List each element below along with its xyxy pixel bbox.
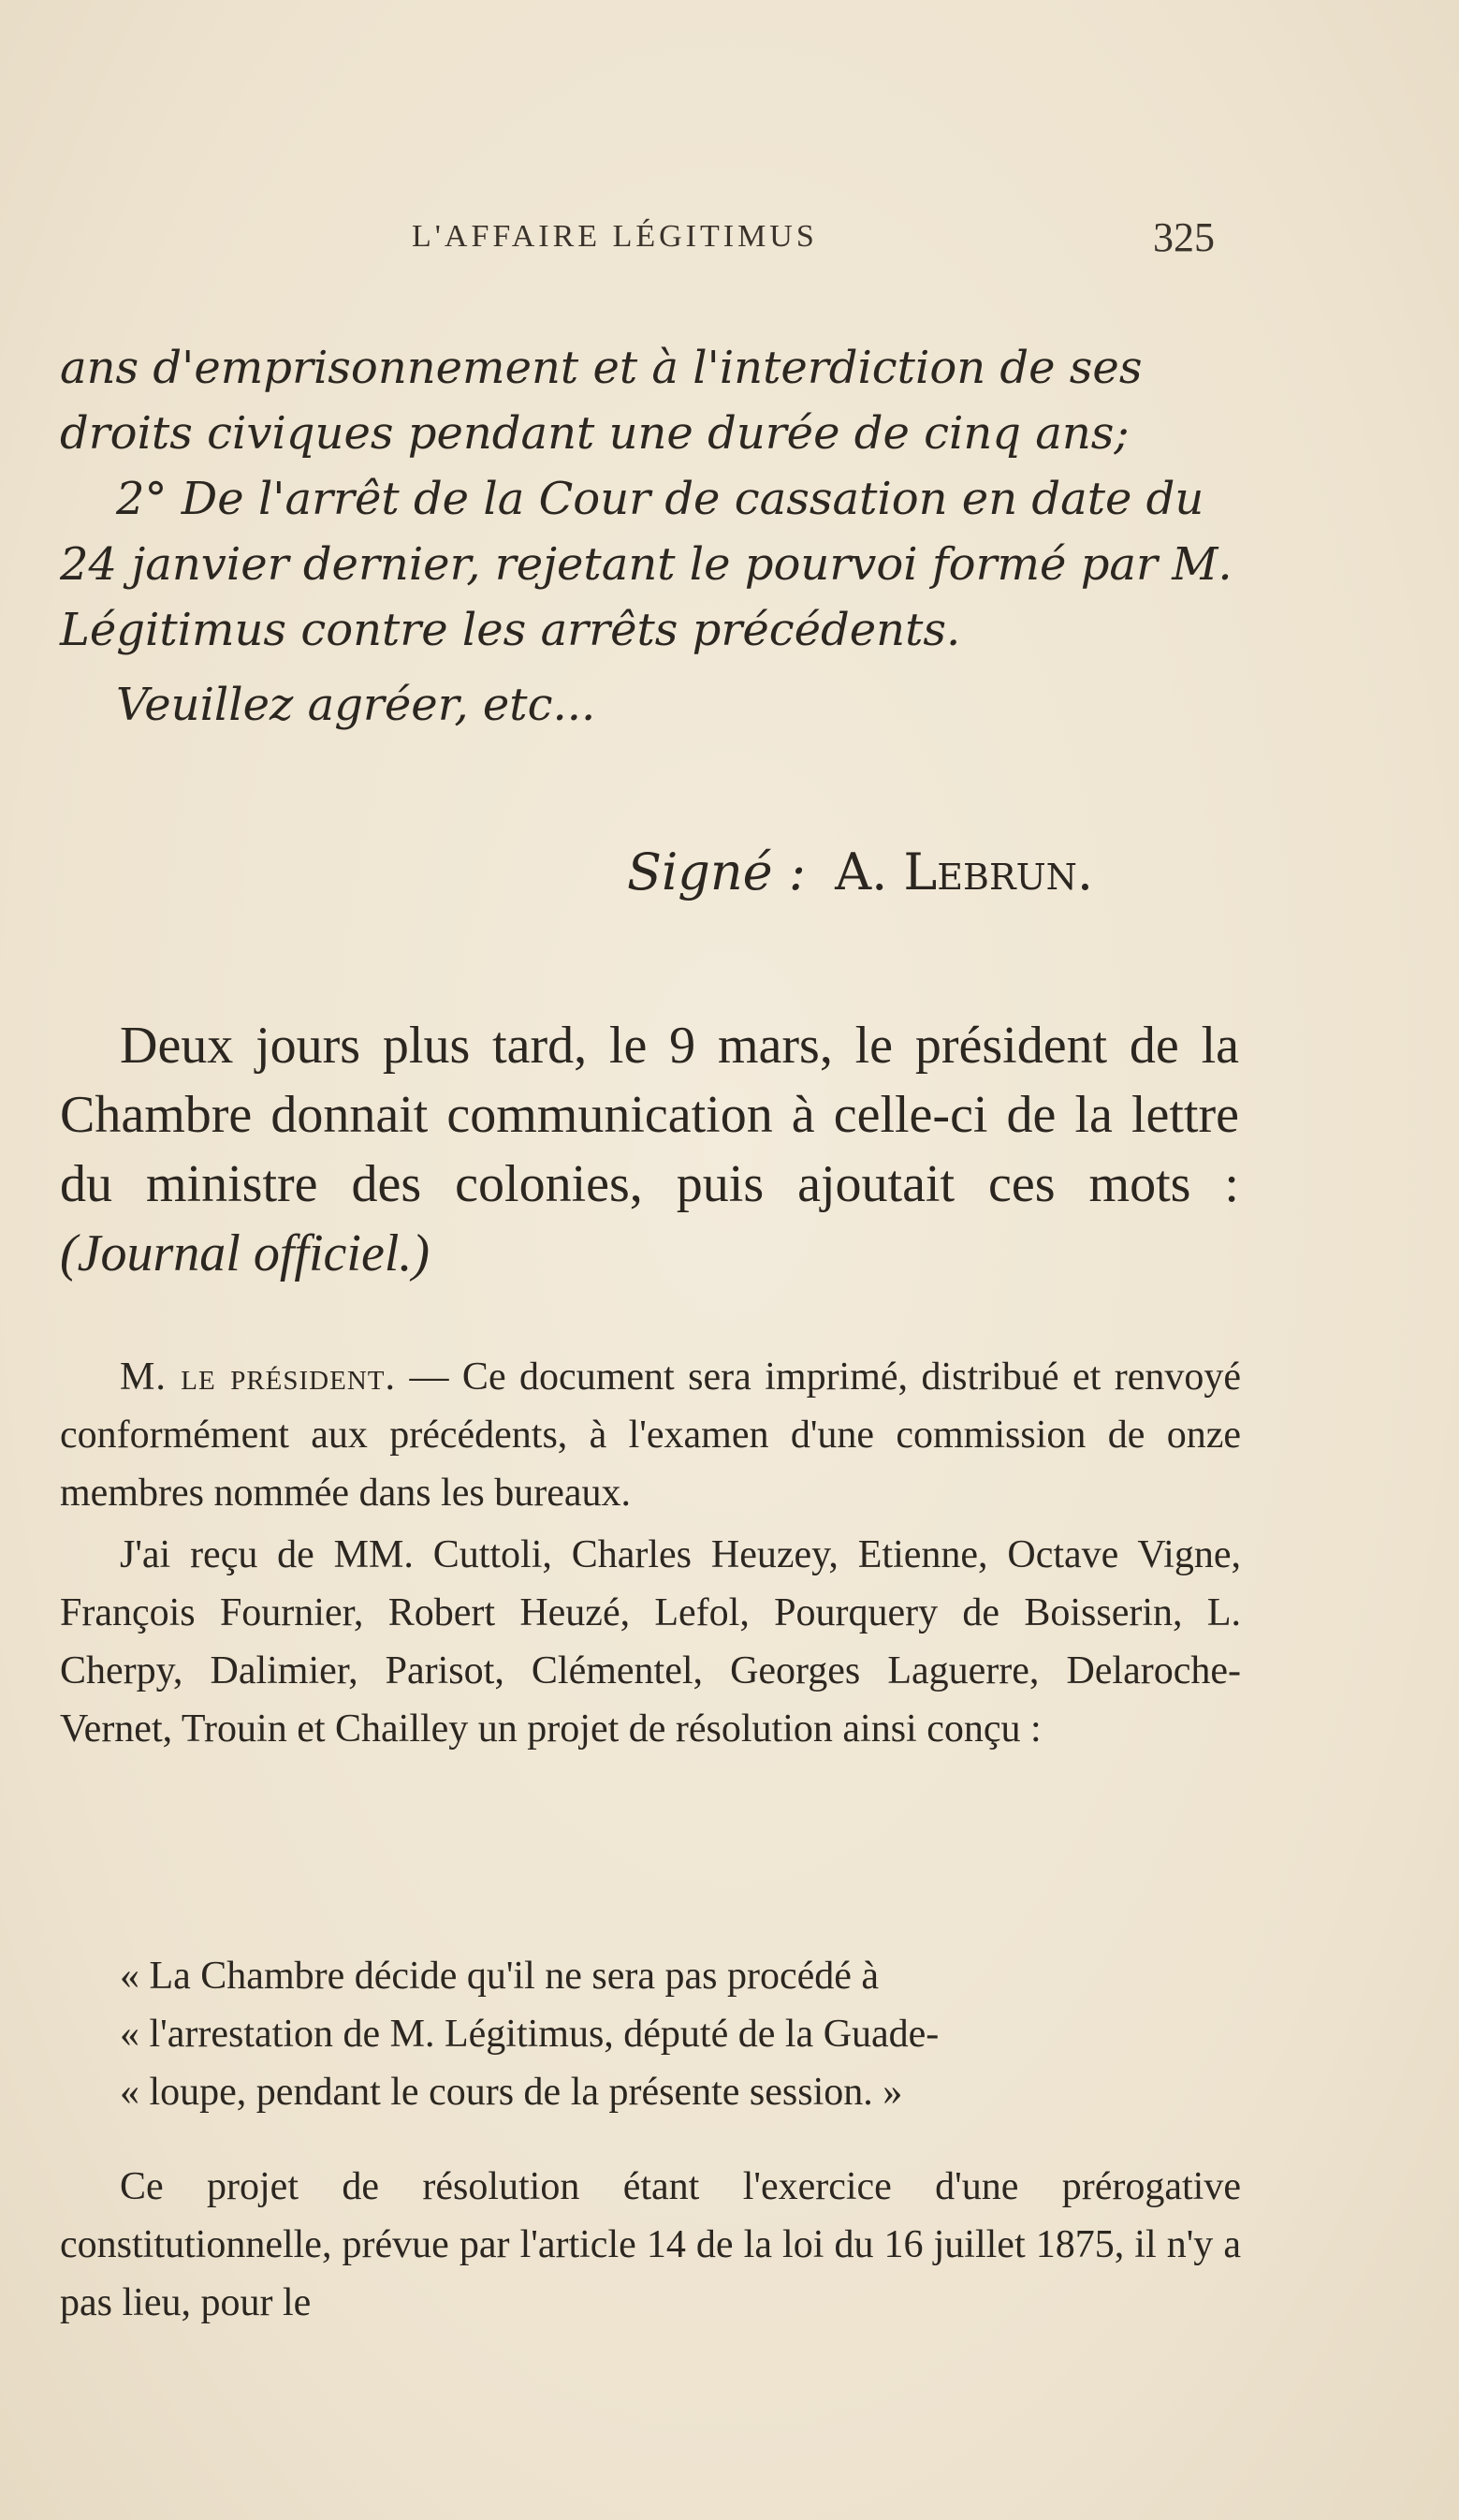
quote-line-3: « loupe, pendant le cours de la présente session. » <box>120 2071 903 2114</box>
closing-text: Ce projet de résolution étant l'exercice d'une prérogative constitutionnelle, prévue par l'article 14 de la loi du 16 juillet 1875, il n'y a pas lieu, pour le <box>60 2165 1241 2324</box>
minutes-paragraph-1: — Ce document sera imprimé, distribué et renvoyé conformément aux précédents, à l'examen d'une commission de onze membres nommée dans les bureaux. <box>60 1355 1241 1515</box>
narrative-text: Deux jours plus tard, le 9 mars, le président de la Chambre donnait communication à celle-ci de la lettre du ministre des colonies, puis ajoutait ces mots : <box>60 1017 1239 1213</box>
quote-line-2: « l'arrestation de M. Légitimus, député de la Guade- <box>120 2013 940 2056</box>
resolution-quote <box>60 1947 1241 2121</box>
narrative-source: (Journal officiel.) <box>60 1224 430 1282</box>
minutes-paragraph-2: J'ai reçu de MM. Cuttoli, Charles Heuzey, Etienne, Octave Vigne, François Fournier, Robert Heuzé, Lefol, Pourquery de Boisserin, L. Cherpy, Dalimier, Parisot, Clémentel, Georges Laguerre, Delaroche-Vernet, Trouin et Chailley un projet de résolution ainsi conçu : <box>60 1533 1241 1751</box>
session-minutes <box>60 1348 1241 1758</box>
letter-excerpt <box>60 335 1239 738</box>
page-number: 325 <box>1153 214 1215 260</box>
running-title: L'AFFAIRE LÉGITIMUS <box>412 219 818 254</box>
narrative-paragraph <box>60 1011 1239 1288</box>
letter-closing-formula: Veuillez agréer, etc... <box>116 679 596 731</box>
quote-line-1: « La Chambre décide qu'il ne sera pas procédé à <box>120 1955 880 1998</box>
speaker-label: M. le président. <box>120 1355 396 1399</box>
closing-paragraph <box>60 2158 1241 2332</box>
running-head <box>0 213 1459 270</box>
letter-line-1: ans d'emprisonnement et à l'interdiction de ses droits civiques pendant une durée de cinq ans; <box>60 342 1143 460</box>
letter-line-2: 2° De l'arrêt de la Cour de cassation en date du 24 janvier dernier, rejetant le pourvoi formé par M. Légitimus contre les arrêts précédents. <box>60 473 1233 656</box>
signature <box>627 842 1093 901</box>
signature-label: Signé : <box>627 842 806 901</box>
signature-name: A. Lebrun. <box>835 842 1094 901</box>
